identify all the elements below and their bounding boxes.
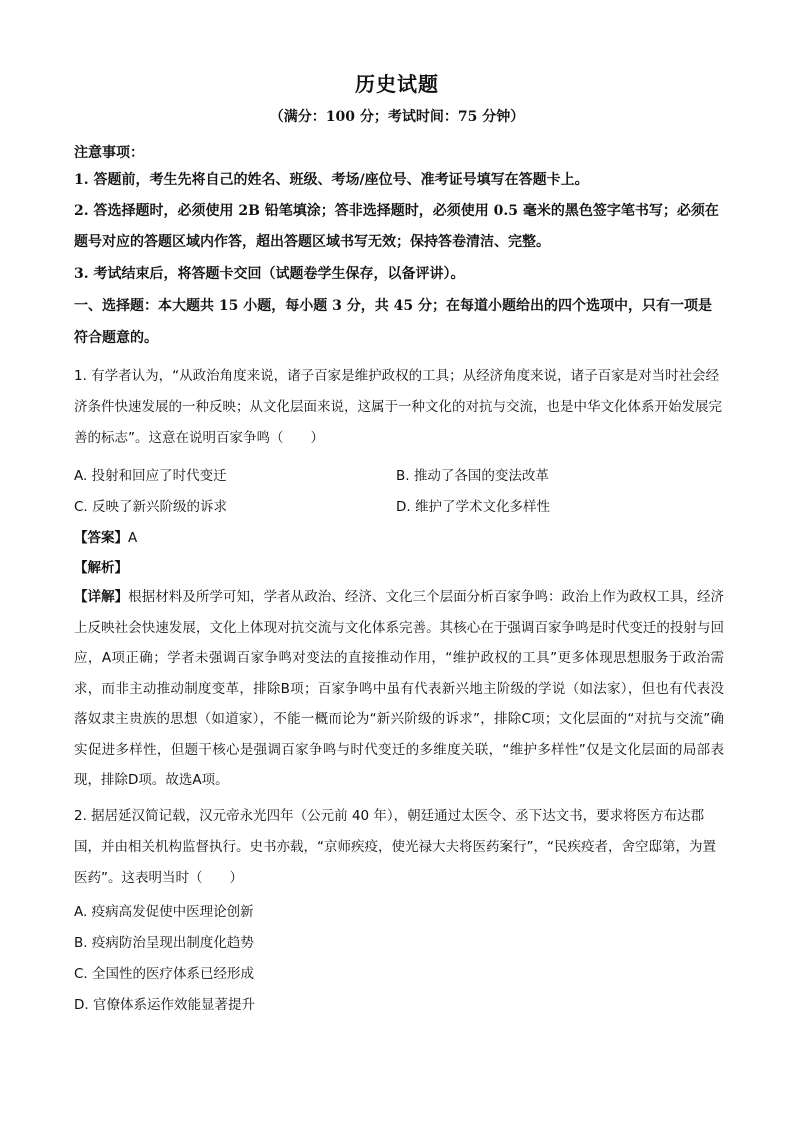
detail-tag: 【详解】 <box>74 589 129 605</box>
analysis-tag: 【解析】 <box>74 560 128 576</box>
question-1-stem: 1. 有学者认为，“从政治角度来说，诸子百家是维护政权的工具；从经济角度来说，诸子百家是对当时社会经济条件快速发展的一种反映；从文化层面来说，这属于一种文化的对抗与交流，也是中华文化体系开始发展完善的标志”。这意在说明百家争鸣（ ） <box>74 368 722 446</box>
notice-heading: 注意事项： <box>74 145 144 161</box>
notice-item-3: 3. 考试结束后，将答题卡交回（试题卷学生保存，以备评讲）。 <box>74 266 465 282</box>
exam-info: （满分：100 分；考试时间：75 分钟） <box>269 109 525 125</box>
notice-item-2: 2. 答选择题时，必须使用 2B 铅笔填涂；答非选择题时，必须使用 0.5 毫米的黑色签字笔书写；必须在题号对应的答题区域内作答，超出答题区域书写无效；保持答卷清洁、完整。 <box>74 203 719 250</box>
answer-tag: 【答案】 <box>74 530 128 546</box>
detail-text: 根据材料及所学可知，学者从政治、经济、文化三个层面分析百家争鸣：政治上作为政权工具，经济上反映社会快速发展，文化上体现对抗交流与文化体系完善。其核心在于强调百家争鸣是时代变迁的投射与回应，A项正确；学者未强调百家争鸣对变法的直接推动作用，“维护政权的工具”更多体现思想服务于政治需求，而非主动推动制度变革，排除B项；百家争鸣中虽有代表新兴地主阶级的学说（如法家），但也有代表没落奴隶主贵族的思想（如道家），不能一概而论为“新兴阶级的诉求”，排除C项；文化层面的“对抗与交流”确实促进多样性，但题干核心是强调百家争鸣与时代变迁的多维度关联，“维护多样性”仅是文化层面的局部表现，排除D项。故选A项。 <box>74 589 725 788</box>
question-2-option-b: B. 疫病防治呈现出制度化趋势 <box>74 935 254 951</box>
question-1-option-a: A. 投射和回应了时代变迁 <box>74 468 227 484</box>
question-1-option-b: B. 推动了各国的变法改革 <box>396 468 549 484</box>
question-2-option-d: D. 官僚体系运作效能显著提升 <box>74 997 255 1013</box>
question-1-option-c: C. 反映了新兴阶级的诉求 <box>74 499 228 515</box>
question-1-detail <box>74 582 724 796</box>
page-title: 历史试题 <box>355 72 439 96</box>
section-heading: 一、选择题：本大题共 15 小题，每小题 3 分，共 45 分；在每道小题给出的四个选项中，只有一项是符合题意的。 <box>74 298 712 346</box>
question-2-option-c: C. 全国性的医疗体系已经形成 <box>74 966 255 982</box>
notice-item-1: 1. 答题前，考生先将自己的姓名、班级、考场/座位号、准考证号填写在答题卡上。 <box>74 172 589 188</box>
question-2-stem: 2. 据居延汉简记载，汉元帝永光四年（公元前 40 年），朝廷通过太医令、丞下达文书，要求将医方布达郡国，并由相关机构监督执行。史书亦载，“京师疾疫，使光禄大夫将医药案行”，“民疾疫者，舍空邸第，为置医药”。这表明当时（ ） <box>74 808 716 886</box>
question-1-option-d: D. 维护了学术文化多样性 <box>396 499 550 515</box>
answer-value: A <box>128 530 138 546</box>
question-2-option-a: A. 疫病高发促使中医理论创新 <box>74 904 254 920</box>
question-1-answer <box>74 526 137 546</box>
